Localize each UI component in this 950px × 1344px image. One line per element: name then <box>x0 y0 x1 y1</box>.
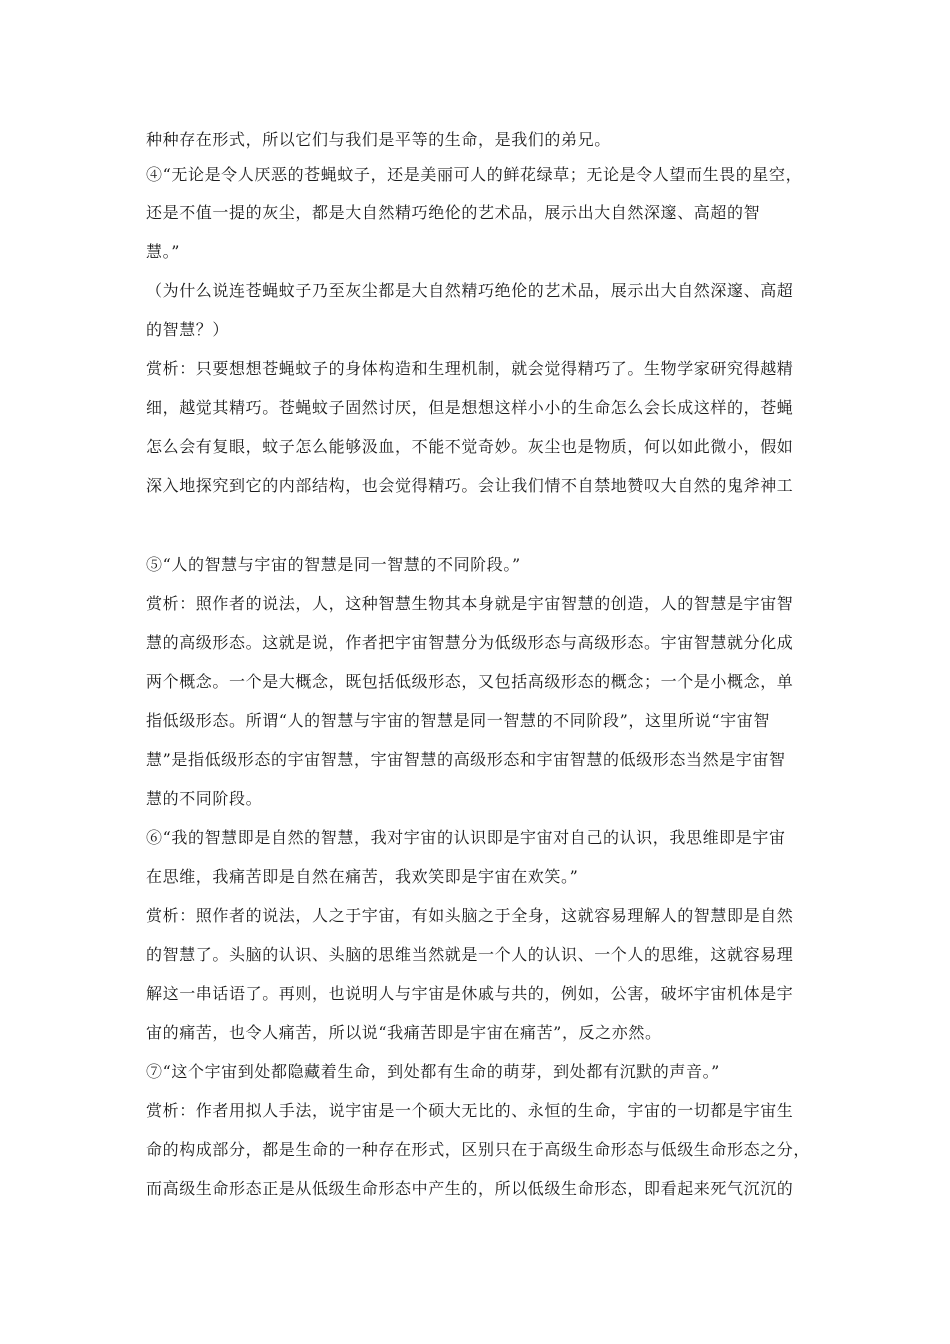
text-line: 慧的高级形态。这就是说，作者把宇宙智慧分为低级形态与高级形态。宇宙智慧就分化成 <box>146 633 794 652</box>
text-line: 命的构成部分，都是生命的一种存在形式，区别只在于高级生命形态与低级生命形态之分， <box>146 1140 811 1159</box>
text-line: 赏析：照作者的说法，人之于宇宙，有如头脑之于全身，这就容易理解人的智慧即是自然 <box>146 906 794 925</box>
text-line: 在思维，我痛苦即是自然在痛苦，我欢笑即是宇宙在欢笑。” <box>146 867 579 886</box>
text-line: ⑦“这个宇宙到处都隐藏着生命，到处都有生命的萌芽，到处都有沉默的声音。” <box>146 1062 720 1081</box>
text-line: 两个概念。一个是大概念，既包括低级形态，又包括高级形态的概念；一个是小概念，单 <box>146 672 794 691</box>
text-line: 慧。” <box>146 242 180 261</box>
text-line: 指低级形态。所谓“人的智慧与宇宙的智慧是同一智慧的不同阶段”，这里所说“宇宙智 <box>146 711 770 730</box>
text-line: 的智慧？） <box>146 320 230 339</box>
text-line: 深入地探究到它的内部结构，也会觉得精巧。会让我们情不自禁地赞叹大自然的鬼斧神工 <box>146 476 794 495</box>
text-line: 细，越觉其精巧。苍蝇蚊子固然讨厌，但是想想这样小小的生命怎么会长成这样的，苍蝇 <box>146 398 794 417</box>
text-line: 的智慧了。头脑的认识、头脑的思维当然就是一个人的认识、一个人的思维，这就容易理 <box>146 945 794 964</box>
text-line: 赏析：照作者的说法，人，这种智慧生物其本身就是宇宙智慧的创造，人的智慧是宇宙智 <box>146 594 794 613</box>
text-line: 赏析：作者用拟人手法，说宇宙是一个硕大无比的、永恒的生命，宇宙的一切都是宇宙生 <box>146 1101 794 1120</box>
text-line: ⑤“人的智慧与宇宙的智慧是同一智慧的不同阶段。” <box>146 555 521 574</box>
text-line: （为什么说连苍蝇蚊子乃至灰尘都是大自然精巧绝伦的艺术品，展示出大自然深邃、高超 <box>146 281 794 300</box>
text-line: 而高级生命形态正是从低级生命形态中产生的，所以低级生命形态，即看起来死气沉沉的 <box>146 1179 794 1198</box>
text-line: 宙的痛苦，也令人痛苦，所以说“我痛苦即是宇宙在痛苦”，反之亦然。 <box>146 1023 662 1042</box>
text-line: 种种存在形式，所以它们与我们是平等的生命，是我们的弟兄。 <box>146 130 611 149</box>
text-line: 赏析：只要想想苍蝇蚊子的身体构造和生理机制，就会觉得精巧了。生物学家研究得越精 <box>146 359 794 378</box>
text-line: 还是不值一提的灰尘，都是大自然精巧绝伦的艺术品，展示出大自然深邃、高超的智 <box>146 203 761 222</box>
text-line: 解这一串话语了。再则，也说明人与宇宙是休戚与共的，例如，公害，破坏宇宙机体是宇 <box>146 984 794 1003</box>
text-line: 慧”是指低级形态的宇宙智慧，宇宙智慧的高级形态和宇宙智慧的低级形态当然是宇宙智 <box>146 750 786 769</box>
text-line: 怎么会有复眼，蚊子怎么能够汲血，不能不觉奇妙。灰尘也是物质，何以如此微小，假如 <box>146 437 794 456</box>
text-line: ⑥“我的智慧即是自然的智慧，我对宇宙的认识即是宇宙对自己的认识，我思维即是宇宙 <box>146 828 786 847</box>
text-line: ④“无论是令人厌恶的苍蝇蚊子，还是美丽可人的鲜花绿草；无论是令人望而生畏的星空， <box>146 165 803 184</box>
text-line: 慧的不同阶段。 <box>146 789 263 808</box>
